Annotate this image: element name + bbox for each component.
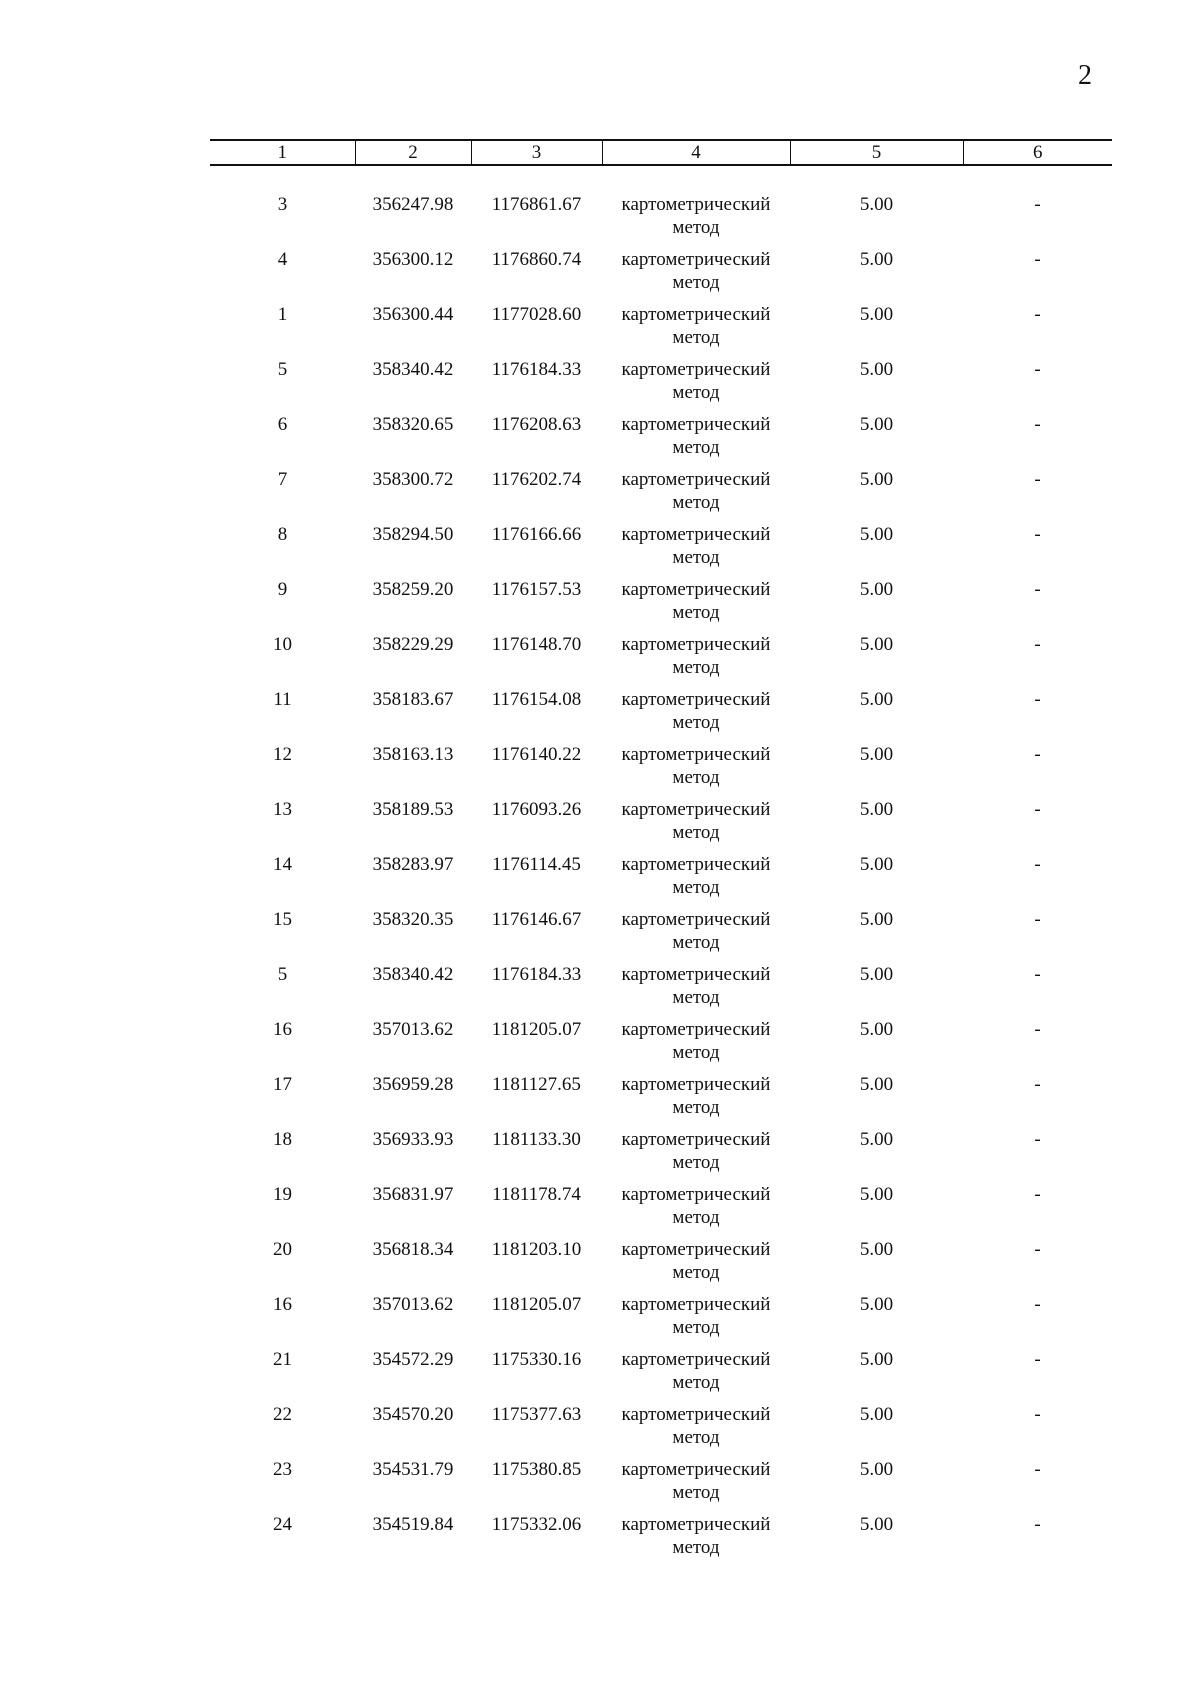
method-line-1: картометрический (621, 1294, 771, 1315)
note-cell: - (1034, 1459, 1041, 1480)
x-coordinate-cell: 356300.12 (372, 249, 454, 270)
method-line-2: метод (672, 1427, 720, 1448)
accuracy-cell: 5.00 (859, 1129, 894, 1150)
point-number-cell: 5 (277, 964, 288, 985)
method-cell (602, 248, 790, 303)
method-line-1: картометрический (621, 1129, 771, 1150)
accuracy-cell: 5.00 (859, 1459, 894, 1480)
table-body (210, 165, 1112, 1568)
table-row (210, 1348, 1112, 1403)
accuracy-cell: 5.00 (859, 744, 894, 765)
note-cell: - (1034, 689, 1041, 710)
table-row (210, 1128, 1112, 1183)
method-line-2: метод (672, 547, 720, 568)
accuracy-cell: 5.00 (859, 194, 894, 215)
method-cell (602, 468, 790, 523)
method-line-2: метод (672, 712, 720, 733)
method-line-1: картометрический (621, 469, 771, 490)
x-coordinate-cell: 358340.42 (372, 359, 454, 380)
table-row (210, 743, 1112, 798)
table-row (210, 1018, 1112, 1073)
y-coordinate-cell: 1176114.45 (492, 854, 581, 875)
page-number: 2 (1078, 60, 1092, 91)
point-number-cell: 11 (273, 689, 292, 710)
method-line-1: картометрический (621, 524, 771, 545)
note-cell: - (1034, 1294, 1041, 1315)
note-cell: - (1034, 1404, 1041, 1425)
table-row (210, 413, 1112, 468)
y-coordinate-cell: 1181203.10 (491, 1239, 582, 1260)
note-cell: - (1034, 964, 1041, 985)
method-cell (602, 578, 790, 633)
point-number-cell: 16 (273, 1294, 292, 1315)
accuracy-cell: 5.00 (859, 414, 894, 435)
method-line-1: картометрический (621, 414, 771, 435)
point-number-cell: 7 (277, 469, 288, 490)
accuracy-cell: 5.00 (859, 799, 894, 820)
method-line-2: метод (672, 1152, 720, 1173)
method-line-2: метод (672, 1207, 720, 1228)
point-number-cell: 9 (277, 579, 288, 600)
note-cell: - (1034, 1074, 1041, 1095)
x-coordinate-cell: 354570.20 (372, 1404, 454, 1425)
method-line-1: картометрический (621, 854, 771, 875)
method-cell (602, 1018, 790, 1073)
method-cell (602, 688, 790, 743)
y-coordinate-cell: 1177028.60 (491, 304, 582, 325)
method-line-1: картометрический (621, 359, 771, 380)
method-line-2: метод (672, 1317, 720, 1338)
table-row (210, 633, 1112, 688)
table-row (210, 1238, 1112, 1293)
x-coordinate-cell: 358229.29 (372, 634, 454, 655)
y-coordinate-cell: 1176202.74 (491, 469, 582, 490)
x-coordinate-cell: 358163.13 (372, 744, 454, 765)
column-header-5: 5 (790, 140, 963, 165)
method-line-1: картометрический (621, 1019, 771, 1040)
y-coordinate-cell: 1176208.63 (491, 414, 582, 435)
method-line-2: метод (672, 602, 720, 623)
table-row (210, 908, 1112, 963)
point-number-cell: 17 (273, 1074, 292, 1095)
x-coordinate-cell: 357013.62 (372, 1019, 454, 1040)
method-line-2: метод (672, 767, 720, 788)
method-line-2: метод (672, 217, 720, 238)
column-header-2: 2 (355, 140, 471, 165)
table-row (210, 1458, 1112, 1513)
method-line-2: метод (672, 1372, 720, 1393)
table-row (210, 1183, 1112, 1238)
column-header-3: 3 (471, 140, 602, 165)
x-coordinate-cell: 358189.53 (372, 799, 454, 820)
point-number-cell: 21 (273, 1349, 292, 1370)
method-line-2: метод (672, 1482, 720, 1503)
method-cell (602, 303, 790, 358)
point-number-cell: 16 (273, 1019, 292, 1040)
accuracy-cell: 5.00 (859, 304, 894, 325)
method-cell (602, 1403, 790, 1458)
method-line-1: картометрический (621, 909, 771, 930)
method-line-1: картометрический (621, 1459, 771, 1480)
coordinates-table-container (210, 139, 1112, 1568)
accuracy-cell: 5.00 (859, 524, 894, 545)
method-line-1: картометрический (621, 579, 771, 600)
method-line-2: метод (672, 437, 720, 458)
x-coordinate-cell: 354531.79 (372, 1459, 454, 1480)
method-line-2: метод (672, 492, 720, 513)
y-coordinate-cell: 1176154.08 (491, 689, 582, 710)
point-number-cell: 12 (273, 744, 292, 765)
point-number-cell: 3 (277, 194, 288, 215)
y-coordinate-cell: 1176148.70 (491, 634, 582, 655)
x-coordinate-cell: 356933.93 (372, 1129, 454, 1150)
method-cell (602, 1238, 790, 1293)
x-coordinate-cell: 356831.97 (372, 1184, 454, 1205)
y-coordinate-cell: 1181178.74 (492, 1184, 581, 1205)
table-row (210, 798, 1112, 853)
method-line-2: метод (672, 1042, 720, 1063)
accuracy-cell: 5.00 (859, 249, 894, 270)
note-cell: - (1034, 1349, 1041, 1370)
method-cell (602, 523, 790, 578)
point-number-cell: 23 (273, 1459, 292, 1480)
point-number-cell: 13 (273, 799, 292, 820)
x-coordinate-cell: 358300.72 (372, 469, 454, 490)
method-line-2: метод (672, 382, 720, 403)
point-number-cell: 20 (273, 1239, 292, 1260)
note-cell: - (1034, 304, 1041, 325)
accuracy-cell: 5.00 (859, 1349, 894, 1370)
accuracy-cell: 5.00 (859, 1019, 894, 1040)
x-coordinate-cell: 358259.20 (372, 579, 454, 600)
accuracy-cell: 5.00 (859, 634, 894, 655)
method-line-2: метод (672, 1097, 720, 1118)
method-line-1: картометрический (621, 194, 771, 215)
y-coordinate-cell: 1181127.65 (492, 1074, 581, 1095)
table-row (210, 1073, 1112, 1128)
x-coordinate-cell: 356300.44 (372, 304, 454, 325)
method-line-2: метод (672, 822, 720, 843)
note-cell: - (1034, 1129, 1041, 1150)
y-coordinate-cell: 1176184.33 (491, 964, 582, 985)
x-coordinate-cell: 354519.84 (372, 1514, 454, 1535)
point-number-cell: 24 (273, 1514, 292, 1535)
x-coordinate-cell: 358340.42 (372, 964, 454, 985)
method-line-1: картометрический (621, 1514, 771, 1535)
table-row (210, 1293, 1112, 1348)
y-coordinate-cell: 1176166.66 (491, 524, 582, 545)
note-cell: - (1034, 579, 1041, 600)
method-line-2: метод (672, 657, 720, 678)
point-number-cell: 8 (277, 524, 288, 545)
table-row (210, 248, 1112, 303)
method-line-1: картометрический (621, 634, 771, 655)
method-line-2: метод (672, 272, 720, 293)
point-number-cell: 6 (277, 414, 288, 435)
table-row (210, 523, 1112, 578)
point-number-cell: 1 (277, 304, 288, 325)
x-coordinate-cell: 358320.35 (372, 909, 454, 930)
point-number-cell: 14 (273, 854, 292, 875)
table-row (210, 1513, 1112, 1568)
y-coordinate-cell: 1175330.16 (491, 1349, 582, 1370)
method-line-2: метод (672, 987, 720, 1008)
method-cell (602, 1128, 790, 1183)
x-coordinate-cell: 356247.98 (372, 194, 454, 215)
y-coordinate-cell: 1181205.07 (491, 1294, 582, 1315)
table-row (210, 358, 1112, 413)
table-row (210, 688, 1112, 743)
y-coordinate-cell: 1175377.63 (491, 1404, 582, 1425)
method-cell (602, 1513, 790, 1568)
x-coordinate-cell: 357013.62 (372, 1294, 454, 1315)
accuracy-cell: 5.00 (859, 1074, 894, 1095)
column-header-4: 4 (602, 140, 790, 165)
y-coordinate-cell: 1176146.67 (491, 909, 582, 930)
method-line-2: метод (672, 1262, 720, 1283)
note-cell: - (1034, 799, 1041, 820)
accuracy-cell: 5.00 (859, 1294, 894, 1315)
accuracy-cell: 5.00 (859, 964, 894, 985)
note-cell: - (1034, 634, 1041, 655)
method-line-1: картометрический (621, 1404, 771, 1425)
y-coordinate-cell: 1176860.74 (491, 249, 582, 270)
method-line-1: картометрический (621, 964, 771, 985)
column-header-6: 6 (963, 140, 1112, 165)
method-cell (602, 1073, 790, 1128)
note-cell: - (1034, 744, 1041, 765)
method-line-2: метод (672, 327, 720, 348)
method-line-1: картометрический (621, 304, 771, 325)
accuracy-cell: 5.00 (859, 359, 894, 380)
x-coordinate-cell: 358283.97 (372, 854, 454, 875)
method-cell (602, 908, 790, 963)
method-line-1: картометрический (621, 1239, 771, 1260)
table-row (210, 165, 1112, 248)
point-number-cell: 10 (273, 634, 292, 655)
table-row (210, 303, 1112, 358)
y-coordinate-cell: 1175332.06 (491, 1514, 582, 1535)
note-cell: - (1034, 524, 1041, 545)
y-coordinate-cell: 1175380.85 (491, 1459, 582, 1480)
accuracy-cell: 5.00 (859, 469, 894, 490)
accuracy-cell: 5.00 (859, 1239, 894, 1260)
x-coordinate-cell: 358294.50 (372, 524, 454, 545)
table-header-row (210, 140, 1112, 165)
point-number-cell: 19 (273, 1184, 292, 1205)
note-cell: - (1034, 1239, 1041, 1260)
method-cell (602, 165, 790, 248)
y-coordinate-cell: 1176140.22 (491, 744, 582, 765)
accuracy-cell: 5.00 (859, 1184, 894, 1205)
method-line-1: картометрический (621, 1349, 771, 1370)
accuracy-cell: 5.00 (859, 579, 894, 600)
accuracy-cell: 5.00 (859, 909, 894, 930)
table-row (210, 468, 1112, 523)
x-coordinate-cell: 356818.34 (372, 1239, 454, 1260)
note-cell: - (1034, 1514, 1041, 1535)
point-number-cell: 15 (273, 909, 292, 930)
y-coordinate-cell: 1176184.33 (491, 359, 582, 380)
point-number-cell: 18 (273, 1129, 292, 1150)
method-cell (602, 358, 790, 413)
coordinates-table (210, 139, 1112, 1568)
column-header-1: 1 (210, 140, 355, 165)
method-line-1: картометрический (621, 1184, 771, 1205)
method-cell (602, 1348, 790, 1403)
method-cell (602, 853, 790, 908)
method-cell (602, 963, 790, 1018)
method-line-1: картометрический (621, 689, 771, 710)
point-number-cell: 5 (277, 359, 288, 380)
note-cell: - (1034, 359, 1041, 380)
table-row (210, 1403, 1112, 1458)
method-cell (602, 798, 790, 853)
y-coordinate-cell: 1176093.26 (491, 799, 582, 820)
note-cell: - (1034, 1019, 1041, 1040)
note-cell: - (1034, 414, 1041, 435)
y-coordinate-cell: 1176157.53 (491, 579, 582, 600)
method-cell (602, 743, 790, 798)
y-coordinate-cell: 1176861.67 (491, 194, 582, 215)
table-row (210, 963, 1112, 1018)
x-coordinate-cell: 356959.28 (372, 1074, 454, 1095)
note-cell: - (1034, 469, 1041, 490)
accuracy-cell: 5.00 (859, 1514, 894, 1535)
method-line-2: метод (672, 932, 720, 953)
x-coordinate-cell: 354572.29 (372, 1349, 454, 1370)
x-coordinate-cell: 358183.67 (372, 689, 454, 710)
note-cell: - (1034, 249, 1041, 270)
accuracy-cell: 5.00 (859, 689, 894, 710)
accuracy-cell: 5.00 (859, 1404, 894, 1425)
method-line-2: метод (672, 877, 720, 898)
note-cell: - (1034, 194, 1041, 215)
note-cell: - (1034, 1184, 1041, 1205)
note-cell: - (1034, 909, 1041, 930)
method-line-1: картометрический (621, 1074, 771, 1095)
table-row (210, 853, 1112, 908)
y-coordinate-cell: 1181205.07 (491, 1019, 582, 1040)
accuracy-cell: 5.00 (859, 854, 894, 875)
method-cell (602, 633, 790, 688)
method-cell (602, 413, 790, 468)
method-line-2: метод (672, 1537, 720, 1558)
y-coordinate-cell: 1181133.30 (492, 1129, 581, 1150)
method-line-1: картометрический (621, 249, 771, 270)
method-line-1: картометрический (621, 799, 771, 820)
note-cell: - (1034, 854, 1041, 875)
point-number-cell: 4 (277, 249, 288, 270)
method-cell (602, 1183, 790, 1238)
point-number-cell: 22 (273, 1404, 292, 1425)
table-row (210, 578, 1112, 633)
method-cell (602, 1293, 790, 1348)
method-cell (602, 1458, 790, 1513)
method-line-1: картометрический (621, 744, 771, 765)
x-coordinate-cell: 358320.65 (372, 414, 454, 435)
